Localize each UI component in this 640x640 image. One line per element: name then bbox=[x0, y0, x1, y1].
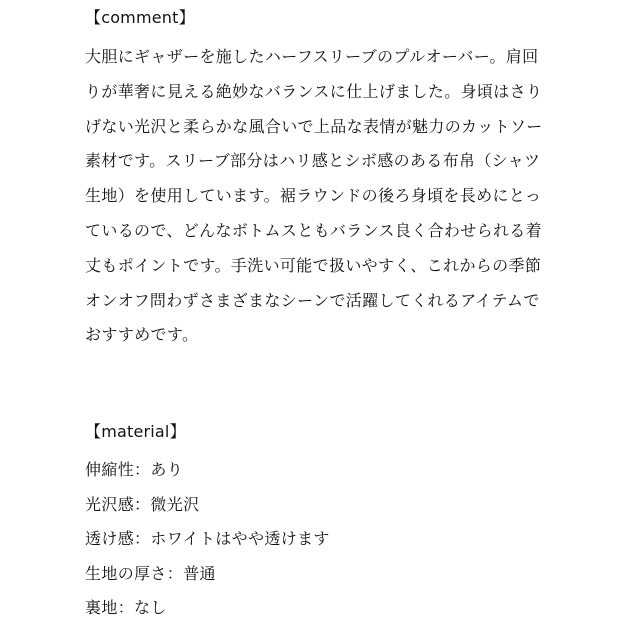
comment-line: りが華奢に見える絶妙なバランスに仕上げました。身頃はさり bbox=[85, 81, 543, 101]
comment-line: 丈もポイントです。手洗い可能で扱いやすく、これからの季節 bbox=[85, 255, 542, 275]
comment-line: 大胆にギャザーを施したハーフスリーブのプルオーバー。肩回 bbox=[85, 47, 539, 66]
comment-line: 生地）を使用しています。裾ラウンドの後ろ身頃を長めにとっ bbox=[85, 186, 542, 206]
comment-line: げない光沢と柔らかな風合いで上品な表情が魅力のカットソー bbox=[85, 116, 543, 136]
material-section bbox=[85, 420, 555, 626]
comment-section bbox=[85, 6, 555, 353]
material-spec-list bbox=[85, 453, 555, 626]
comment-line: オンオフ問わずさまざまなシーンで活躍してくれるアイテムで bbox=[85, 290, 540, 310]
material-heading: 【material】 bbox=[85, 422, 186, 441]
spec-lining: 裏地：なし bbox=[85, 598, 167, 618]
comment-line: おすすめです。 bbox=[85, 325, 199, 345]
comment-line: ているので、どんなボトムスともバランス良く合わせられる着 bbox=[85, 220, 543, 240]
spec-sheerness: 透け感：ホワイトはやや透けます bbox=[85, 529, 330, 549]
comment-line: 素材です。スリーブ部分はハリ感とシボ感のある布帛（シャツ bbox=[85, 151, 541, 171]
spec-thickness: 生地の厚さ：普通 bbox=[85, 563, 216, 583]
comment-heading: 【comment】 bbox=[85, 8, 195, 27]
spec-stretch: 伸縮性：あり bbox=[85, 460, 184, 479]
spec-gloss: 光沢感：微光沢 bbox=[85, 494, 200, 514]
comment-body bbox=[85, 40, 555, 353]
